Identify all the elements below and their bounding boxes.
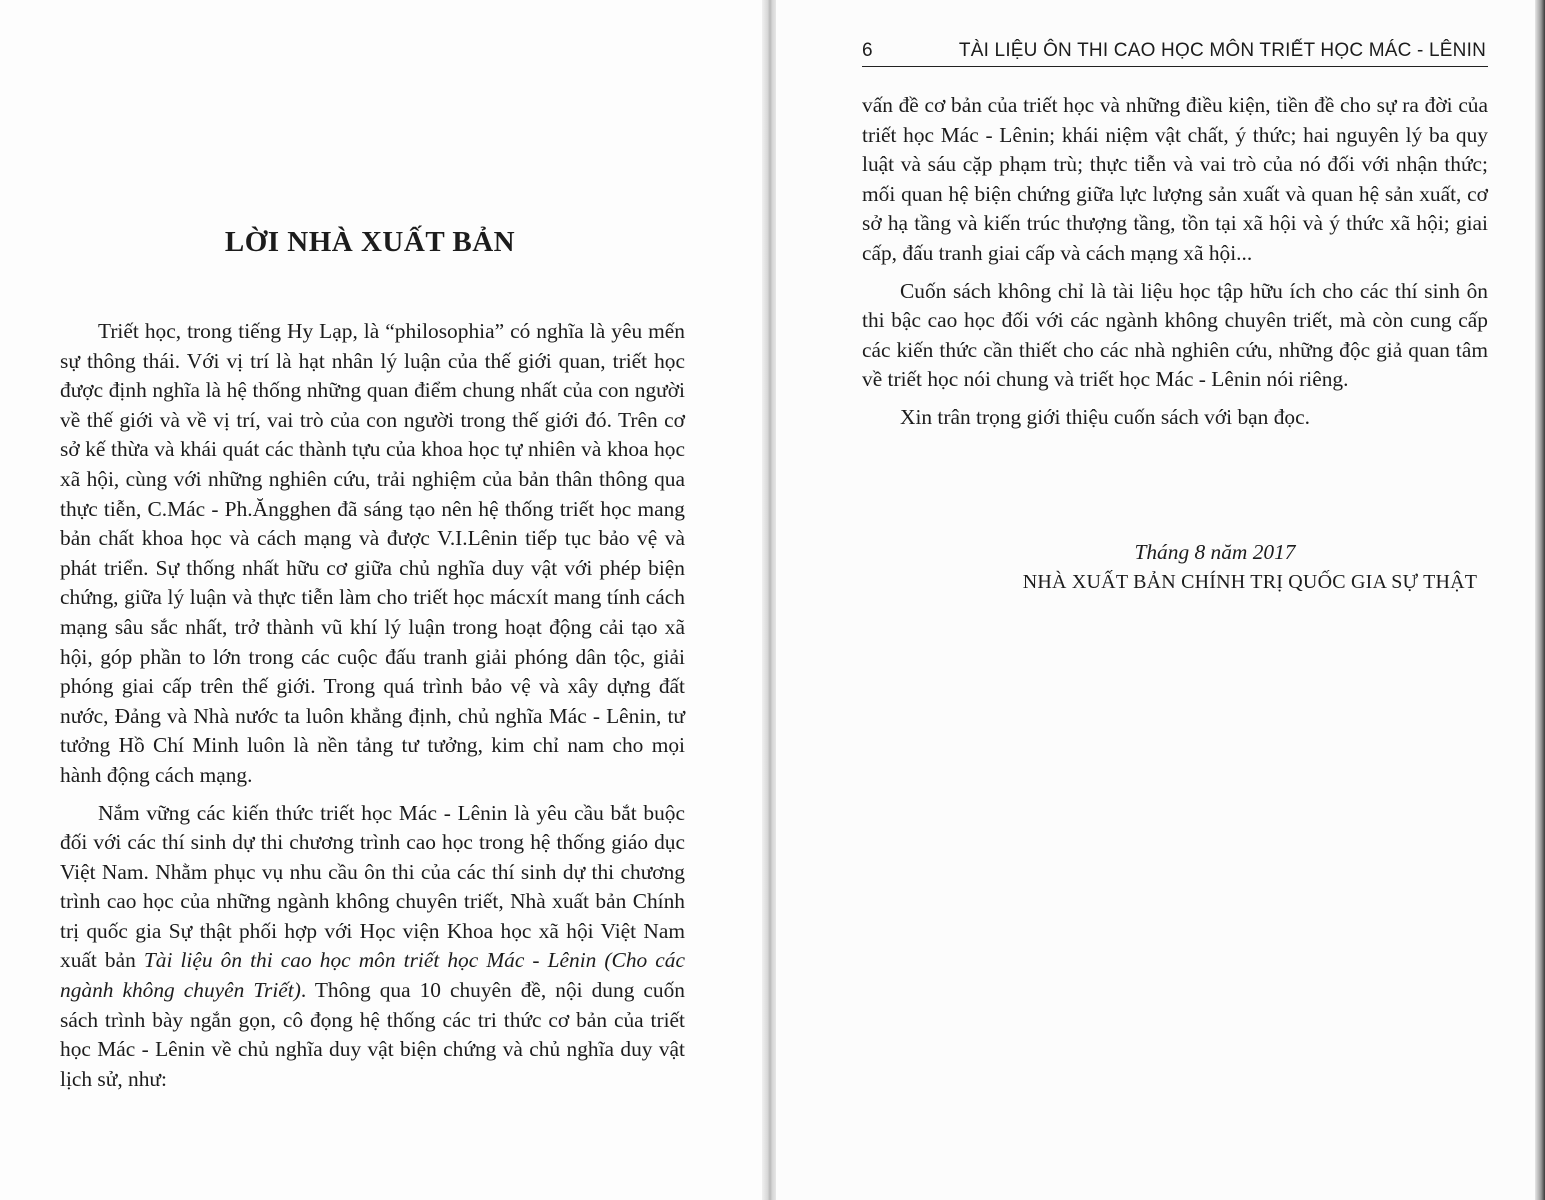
running-head xyxy=(862,38,1488,67)
right-page xyxy=(776,0,1535,1200)
paragraph-2-rest: . Thông qua 10 chuyên đề, nội dung cuốn sách trình bày ngắn gọn, cô đọng hệ thống các tri thức cơ bản của triết học Mác - Lênin về chủ nghĩa duy vật biện chứng và chủ nghĩa duy vật lịch sử, như: xyxy=(60,978,685,1091)
left-page xyxy=(0,0,766,1200)
running-head-title: TÀI LIỆU ÔN THI CAO HỌC MÔN TRIẾT HỌC MÁC - LÊNIN xyxy=(958,40,1486,61)
page-number: 6 xyxy=(862,40,873,61)
signature-block xyxy=(862,537,1488,597)
paragraph-2 xyxy=(60,799,685,1095)
paragraph-continued: vấn đề cơ bản của triết học và những điều kiện, tiền đề cho sự ra đời của triết học Mác - Lênin; khái niệm vật chất, ý thức; hai nguyên lý ba quy luật và sáu cặp phạm trù; thực tiễn và vai trò của nó đối với nhận thức; mối quan hệ biện chứng giữa lực lượng sản xuất và quan hệ sản xuất, cơ sở hạ tầng và kiến trúc thượng tầng, tồn tại xã hội và ý thức xã hội; giai cấp, đấu tranh giai cấp và cách mạng xã hội... xyxy=(862,93,1488,265)
page-edge-shadow xyxy=(1535,0,1545,1200)
paragraph-2-intro: Nắm vững các kiến thức triết học Mác - Lênin là yêu cầu bắt buộc đối với các thí sinh dự thi chương trình cao học trong hệ thống giáo dục Việt Nam. Nhằm phục vụ nhu cầu ôn thi của các thí sinh dự thi chương trình cao học của những ngành không chuyên triết, Nhà xuất bản Chính trị quốc gia Sự thật phối hợp với Học viện Khoa học xã hội Việt Nam xuất bản xyxy=(60,800,685,973)
left-page-body xyxy=(60,317,685,1102)
paragraph-3: Cuốn sách không chỉ là tài liệu học tập hữu ích cho các thí sinh ôn thi bậc cao học đối với các ngành không chuyên triết, mà còn cung cấp các kiến thức cần thiết cho các nhà nghiên cứu, những độc giả quan tâm về triết học nói chung và triết học Mác - Lênin nói riêng. xyxy=(862,278,1488,392)
publication-date: Tháng 8 năm 2017 xyxy=(1134,540,1296,564)
paragraph-1: Triết học, trong tiếng Hy Lạp, là “philosophia” có nghĩa là yêu mến sự thông thái. Với vị trí là hạt nhân lý luận của thế giới quan, triết học được định nghĩa là hệ thống những quan điểm chung nhất của con người về thế giới và về vị trí, vai trò của con người trong thế giới đó. Trên cơ sở kế thừa và khái quát các thành tựu của khoa học tự nhiên và khoa học xã hội, cùng với những nghiên cứu, trải nghiệm của bản thân thông qua thực tiễn, C.Mác - Ph.Ăngghen đã sáng tạo nên hệ thống triết học mang bản chất khoa học và cách mạng và được V.I.Lênin tiếp tục bảo vệ và phát triển. Sự thống nhất hữu cơ giữa chủ nghĩa duy vật với phép biện chứng, giữa lý luận và thực tiễn làm cho triết học mácxít mang tính cách mạng sâu sắc nhất, trở thành vũ khí lý luận trong hoạt động cải tạo xã hội, góp phần to lớn trong các cuộc đấu tranh giải phóng dân tộc, giải phóng giai cấp trên thế giới. Trong quá trình bảo vệ và xây dựng đất nước, Đảng và Nhà nước ta luôn khẳng định, chủ nghĩa Mác - Lênin, tư tưởng Hồ Chí Minh luôn là nền tảng tư tưởng, kim chỉ nam cho mọi hành động cách mạng. xyxy=(60,319,685,787)
page-title: LỜI NHÀ XUẤT BẢN xyxy=(224,226,516,258)
right-page-body xyxy=(862,91,1488,441)
publisher-name: NHÀ XUẤT BẢN CHÍNH TRỊ QUỐC GIA SỰ THẬT xyxy=(1022,571,1478,593)
closing-line: Xin trân trọng giới thiệu cuốn sách với bạn đọc. xyxy=(900,404,1310,429)
book-title: Tài liệu ôn thi cao học môn triết học Mác - Lênin (Cho các ngành không chuyên Triết) xyxy=(60,948,685,1003)
